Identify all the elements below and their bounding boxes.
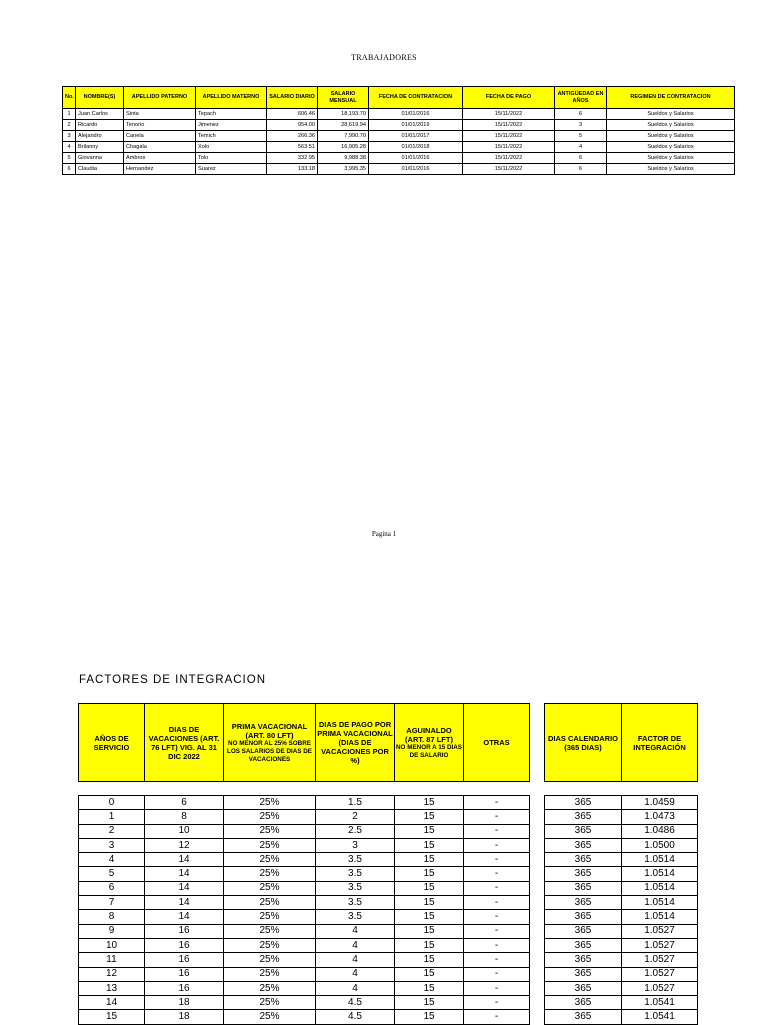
table-cell: 606.46 bbox=[267, 109, 318, 120]
table-cell: 15 bbox=[395, 867, 464, 881]
table-cell: 365 bbox=[545, 796, 622, 810]
table-cell: 25% bbox=[224, 838, 316, 852]
table-cell: 25% bbox=[224, 867, 316, 881]
table-cell: 365 bbox=[545, 810, 622, 824]
table-cell: 14 bbox=[145, 881, 224, 895]
table-cell: 14 bbox=[145, 853, 224, 867]
table-cell: 266.36 bbox=[267, 131, 318, 142]
table-cell: Hernandez bbox=[124, 164, 196, 175]
table-cell: 15 bbox=[395, 1010, 464, 1024]
table-cell: 25% bbox=[224, 896, 316, 910]
table-row bbox=[545, 910, 698, 924]
table-cell: 25% bbox=[224, 938, 316, 952]
table-row bbox=[79, 896, 530, 910]
header-prima-vacacional bbox=[224, 704, 316, 782]
table-cell: 2 bbox=[79, 824, 145, 838]
table-row bbox=[63, 153, 735, 164]
table-row bbox=[79, 910, 530, 924]
factores-data-left bbox=[78, 795, 530, 1025]
table-cell: 6 bbox=[555, 109, 607, 120]
table-cell: 1.0541 bbox=[622, 996, 698, 1010]
table-cell: 133.18 bbox=[267, 164, 318, 175]
table-cell: 15/11/2022 bbox=[463, 131, 555, 142]
table-cell: 1.5 bbox=[316, 796, 395, 810]
table-cell: Tepach bbox=[196, 109, 267, 120]
table-cell: 28,619.94 bbox=[318, 120, 369, 131]
page-footer: Pagina 1 bbox=[371, 530, 397, 538]
table-cell: 9 bbox=[79, 924, 145, 938]
table-cell: 18 bbox=[145, 1010, 224, 1024]
table-cell: 16 bbox=[145, 938, 224, 952]
table-row bbox=[79, 838, 530, 852]
table-cell: 4 bbox=[79, 853, 145, 867]
table-cell: Xolo bbox=[196, 142, 267, 153]
table-cell: 15/11/2022 bbox=[463, 142, 555, 153]
table-row bbox=[63, 164, 735, 175]
table-cell: Temich bbox=[196, 131, 267, 142]
table-cell: Chagala bbox=[124, 142, 196, 153]
table-cell: 365 bbox=[545, 938, 622, 952]
table-cell: 1.0541 bbox=[622, 1010, 698, 1024]
table-cell: 15 bbox=[395, 824, 464, 838]
table-cell: Claudia bbox=[76, 164, 124, 175]
table-cell: 365 bbox=[545, 838, 622, 852]
table-row bbox=[63, 131, 735, 142]
table-cell: Sueldos y Salarios bbox=[607, 142, 735, 153]
table-cell: Sueldos y Salarios bbox=[607, 131, 735, 142]
table-cell: 4 bbox=[555, 142, 607, 153]
table-cell: 365 bbox=[545, 824, 622, 838]
table-cell: 365 bbox=[545, 953, 622, 967]
table-cell: 3.5 bbox=[316, 910, 395, 924]
table-cell: - bbox=[464, 1010, 530, 1024]
table-cell: 1.0514 bbox=[622, 896, 698, 910]
header-dias-pago: DIAS DE PAGO POR PRIMA VACACIONAL (DIAS DE VACACIONES POR %) bbox=[316, 704, 395, 782]
table-row bbox=[545, 938, 698, 952]
table-cell: 15 bbox=[395, 981, 464, 995]
table-cell: 4 bbox=[316, 953, 395, 967]
workers-header-row bbox=[63, 87, 735, 109]
table-row bbox=[63, 120, 735, 131]
table-cell: 365 bbox=[545, 1010, 622, 1024]
table-cell: 25% bbox=[224, 996, 316, 1010]
table-row bbox=[79, 953, 530, 967]
factores-data-right bbox=[544, 795, 698, 1025]
table-row bbox=[63, 142, 735, 153]
table-cell: 3.5 bbox=[316, 881, 395, 895]
table-cell: 3.5 bbox=[316, 867, 395, 881]
table-cell: 3 bbox=[63, 131, 76, 142]
table-cell: 14 bbox=[145, 896, 224, 910]
header-aguinaldo-sub: NO MENOR A 15 DIAS DE SALARIO bbox=[396, 743, 463, 759]
table-row bbox=[79, 938, 530, 952]
table-cell: 25% bbox=[224, 853, 316, 867]
table-cell: 1.0527 bbox=[622, 981, 698, 995]
table-cell: - bbox=[464, 796, 530, 810]
section-title: FACTORES DE INTEGRACION bbox=[79, 674, 267, 686]
table-cell: 1.0473 bbox=[622, 810, 698, 824]
table-cell: 16 bbox=[145, 967, 224, 981]
table-cell: 4 bbox=[63, 142, 76, 153]
factores-header-left bbox=[78, 703, 530, 782]
table-cell: 3.5 bbox=[316, 896, 395, 910]
header-otras: OTRAS bbox=[464, 704, 530, 782]
table-cell: 4 bbox=[316, 967, 395, 981]
table-cell: Brilanny bbox=[76, 142, 124, 153]
table-cell: 1.0527 bbox=[622, 924, 698, 938]
table-cell: 365 bbox=[545, 981, 622, 995]
table-cell: Giovanna bbox=[76, 153, 124, 164]
table-cell: - bbox=[464, 853, 530, 867]
table-row bbox=[79, 924, 530, 938]
table-cell: 16 bbox=[145, 924, 224, 938]
table-row bbox=[79, 996, 530, 1010]
table-row bbox=[79, 881, 530, 895]
table-cell: - bbox=[464, 810, 530, 824]
table-cell: 25% bbox=[224, 824, 316, 838]
table-cell: 0 bbox=[79, 796, 145, 810]
header-dias-vacaciones: DIAS DE VACACIONES (ART. 76 LFT) VIG. AL 31 DIC 2022 bbox=[145, 704, 224, 782]
table-row bbox=[545, 1010, 698, 1024]
page-title: TRABAJADORES bbox=[351, 53, 417, 62]
table-cell: Alejandro bbox=[76, 131, 124, 142]
table-cell: 01/01/2018 bbox=[369, 142, 463, 153]
table-cell: 365 bbox=[545, 853, 622, 867]
table-row bbox=[79, 981, 530, 995]
table-cell: Suarez bbox=[196, 164, 267, 175]
table-cell: 4 bbox=[316, 938, 395, 952]
table-cell: 15 bbox=[79, 1010, 145, 1024]
table-cell: 15 bbox=[395, 910, 464, 924]
table-cell: 25% bbox=[224, 981, 316, 995]
header-anios: AÑOS DE SERVICIO bbox=[79, 704, 145, 782]
table-cell: 15 bbox=[395, 796, 464, 810]
table-cell: 4.5 bbox=[316, 996, 395, 1010]
table-cell: 1.0514 bbox=[622, 910, 698, 924]
table-row bbox=[545, 796, 698, 810]
table-cell: 3 bbox=[316, 838, 395, 852]
header-cell: FECHA DE CONTRATACION bbox=[369, 87, 463, 109]
table-row bbox=[545, 967, 698, 981]
table-cell: 5 bbox=[63, 153, 76, 164]
table-cell: 4.5 bbox=[316, 1010, 395, 1024]
table-cell: 15 bbox=[395, 810, 464, 824]
table-row bbox=[79, 824, 530, 838]
table-cell: 3,995.35 bbox=[318, 164, 369, 175]
table-cell: 25% bbox=[224, 810, 316, 824]
table-cell: 01/01/2019 bbox=[369, 120, 463, 131]
table-cell: 16 bbox=[145, 953, 224, 967]
table-cell: 1 bbox=[79, 810, 145, 824]
table-cell: Tenorio bbox=[124, 120, 196, 131]
table-cell: 15 bbox=[395, 924, 464, 938]
table-cell: 1.0459 bbox=[622, 796, 698, 810]
table-cell: 365 bbox=[545, 996, 622, 1010]
table-cell: 18,193.70 bbox=[318, 109, 369, 120]
table-row bbox=[545, 996, 698, 1010]
table-row bbox=[545, 853, 698, 867]
table-cell: 25% bbox=[224, 881, 316, 895]
workers-table bbox=[62, 86, 735, 175]
table-cell: 01/01/2016 bbox=[369, 109, 463, 120]
factores-header-right bbox=[544, 703, 698, 782]
table-cell: 18 bbox=[145, 996, 224, 1010]
table-cell: 6 bbox=[79, 881, 145, 895]
table-row bbox=[545, 867, 698, 881]
table-cell: 10 bbox=[79, 938, 145, 952]
table-row bbox=[79, 1010, 530, 1024]
table-cell: 25% bbox=[224, 924, 316, 938]
table-row bbox=[79, 967, 530, 981]
workers-body bbox=[63, 109, 735, 175]
header-cell: APELLIDO MATERNO bbox=[196, 87, 267, 109]
table-row bbox=[545, 881, 698, 895]
table-cell: - bbox=[464, 910, 530, 924]
table-cell: 2 bbox=[63, 120, 76, 131]
table-cell: 7 bbox=[79, 896, 145, 910]
table-cell: Ambros bbox=[124, 153, 196, 164]
table-cell: 365 bbox=[545, 867, 622, 881]
table-cell: 6 bbox=[555, 164, 607, 175]
table-cell: - bbox=[464, 881, 530, 895]
table-cell: Tolo bbox=[196, 153, 267, 164]
table-cell: 1 bbox=[63, 109, 76, 120]
table-row bbox=[545, 981, 698, 995]
table-cell: 25% bbox=[224, 910, 316, 924]
header-cell: No. bbox=[63, 87, 76, 109]
table-cell: 4 bbox=[316, 981, 395, 995]
header-prima-main: PRIMA VACACIONAL (ART. 80 LFT) bbox=[231, 721, 308, 740]
table-cell: - bbox=[464, 838, 530, 852]
table-row bbox=[79, 810, 530, 824]
table-cell: 1.0527 bbox=[622, 938, 698, 952]
table-cell: 1.0486 bbox=[622, 824, 698, 838]
table-cell: 10 bbox=[145, 824, 224, 838]
table-cell: 25% bbox=[224, 953, 316, 967]
table-cell: Juan Carlos bbox=[76, 109, 124, 120]
header-factor-integracion: FACTOR DE INTEGRACIÓN bbox=[622, 704, 698, 782]
table-cell: 14 bbox=[145, 867, 224, 881]
table-cell: 15 bbox=[395, 853, 464, 867]
factores-header-row bbox=[545, 704, 698, 782]
table-cell: 1.0514 bbox=[622, 867, 698, 881]
table-cell: 12 bbox=[145, 838, 224, 852]
table-cell: - bbox=[464, 938, 530, 952]
table-cell: 15 bbox=[395, 881, 464, 895]
table-cell: 11 bbox=[79, 953, 145, 967]
table-cell: 9,988.38 bbox=[318, 153, 369, 164]
table-cell: 15 bbox=[395, 996, 464, 1010]
table-cell: 15 bbox=[395, 838, 464, 852]
table-cell: 332.95 bbox=[267, 153, 318, 164]
table-cell: - bbox=[464, 981, 530, 995]
table-cell: 4 bbox=[316, 924, 395, 938]
table-cell: 01/01/2017 bbox=[369, 131, 463, 142]
table-cell: 563.51 bbox=[267, 142, 318, 153]
table-row bbox=[545, 810, 698, 824]
table-cell: 954.00 bbox=[267, 120, 318, 131]
table-cell: - bbox=[464, 867, 530, 881]
table-cell: 1.0514 bbox=[622, 881, 698, 895]
table-cell: - bbox=[464, 967, 530, 981]
table-cell: - bbox=[464, 924, 530, 938]
table-cell: Ricardo bbox=[76, 120, 124, 131]
table-row bbox=[79, 867, 530, 881]
factores-header-row bbox=[79, 704, 530, 782]
header-cell: FECHA DE PAGO bbox=[463, 87, 555, 109]
table-cell: Sueldos y Salarios bbox=[607, 164, 735, 175]
table-cell: 365 bbox=[545, 896, 622, 910]
table-row bbox=[545, 896, 698, 910]
table-cell: 25% bbox=[224, 796, 316, 810]
table-cell: Canela bbox=[124, 131, 196, 142]
table-cell: 8 bbox=[79, 910, 145, 924]
header-cell: REGIMEN DE CONTRATACION bbox=[607, 87, 735, 109]
table-cell: Sueldos y Salarios bbox=[607, 109, 735, 120]
header-cell: APELLIDO PATERNO bbox=[124, 87, 196, 109]
table-cell: - bbox=[464, 824, 530, 838]
table-row bbox=[79, 853, 530, 867]
table-row bbox=[545, 838, 698, 852]
table-cell: 01/01/2016 bbox=[369, 164, 463, 175]
table-cell: 1.0514 bbox=[622, 853, 698, 867]
table-cell: 5 bbox=[555, 131, 607, 142]
table-cell: - bbox=[464, 996, 530, 1010]
header-dias-calendario: DIAS CALENDARIO (365 DIAS) bbox=[545, 704, 622, 782]
table-cell: 15/11/2022 bbox=[463, 109, 555, 120]
table-row bbox=[63, 109, 735, 120]
table-cell: 14 bbox=[145, 910, 224, 924]
table-cell: 25% bbox=[224, 1010, 316, 1024]
table-cell: 15 bbox=[395, 938, 464, 952]
table-cell: 14 bbox=[79, 996, 145, 1010]
table-cell: Sueldos y Salarios bbox=[607, 120, 735, 131]
header-aguinaldo bbox=[395, 704, 464, 782]
table-row bbox=[545, 953, 698, 967]
table-cell: 6 bbox=[63, 164, 76, 175]
table-cell: 7,990.70 bbox=[318, 131, 369, 142]
table-cell: Sinta bbox=[124, 109, 196, 120]
table-cell: 25% bbox=[224, 967, 316, 981]
table-cell: Jimenez bbox=[196, 120, 267, 131]
table-cell: 5 bbox=[79, 867, 145, 881]
table-cell: 8 bbox=[145, 810, 224, 824]
table-cell: 1.0527 bbox=[622, 967, 698, 981]
table-cell: 15/11/2022 bbox=[463, 153, 555, 164]
table-cell: 3 bbox=[79, 838, 145, 852]
table-cell: 15 bbox=[395, 953, 464, 967]
table-cell: 6 bbox=[145, 796, 224, 810]
table-row bbox=[79, 796, 530, 810]
table-cell: 6 bbox=[555, 153, 607, 164]
table-cell: 15 bbox=[395, 967, 464, 981]
header-aguinaldo-main: AGUINALDO (ART. 87 LFT) bbox=[405, 725, 453, 744]
header-cell: SALARIO MENSUAL bbox=[318, 87, 369, 109]
table-cell: 365 bbox=[545, 924, 622, 938]
table-cell: 12 bbox=[79, 967, 145, 981]
table-cell: 365 bbox=[545, 881, 622, 895]
table-cell: 2.5 bbox=[316, 824, 395, 838]
table-cell: 15/11/2022 bbox=[463, 164, 555, 175]
table-cell: 365 bbox=[545, 910, 622, 924]
table-cell: 1.0527 bbox=[622, 953, 698, 967]
header-cell: ANTIGÜEDAD EN AÑOS bbox=[555, 87, 607, 109]
table-cell: - bbox=[464, 896, 530, 910]
table-cell: 1.0500 bbox=[622, 838, 698, 852]
header-prima-sub: NO MENOR AL 25% SOBRE LOS SALARIOS DE DIAS DE VACACIONES bbox=[226, 739, 313, 763]
table-cell: 3.5 bbox=[316, 853, 395, 867]
table-cell: 01/01/2016 bbox=[369, 153, 463, 164]
header-cell: SALARIO DIARIO bbox=[267, 87, 318, 109]
table-cell: 16,905.28 bbox=[318, 142, 369, 153]
table-cell: 2 bbox=[316, 810, 395, 824]
table-cell: 3 bbox=[555, 120, 607, 131]
table-cell: 15 bbox=[395, 896, 464, 910]
header-cell: NOMBRE(S) bbox=[76, 87, 124, 109]
table-row bbox=[545, 824, 698, 838]
table-row bbox=[545, 924, 698, 938]
table-cell: 15/11/2022 bbox=[463, 120, 555, 131]
table-cell: 16 bbox=[145, 981, 224, 995]
table-cell: 13 bbox=[79, 981, 145, 995]
table-cell: Sueldos y Salarios bbox=[607, 153, 735, 164]
table-cell: - bbox=[464, 953, 530, 967]
table-cell: 365 bbox=[545, 967, 622, 981]
